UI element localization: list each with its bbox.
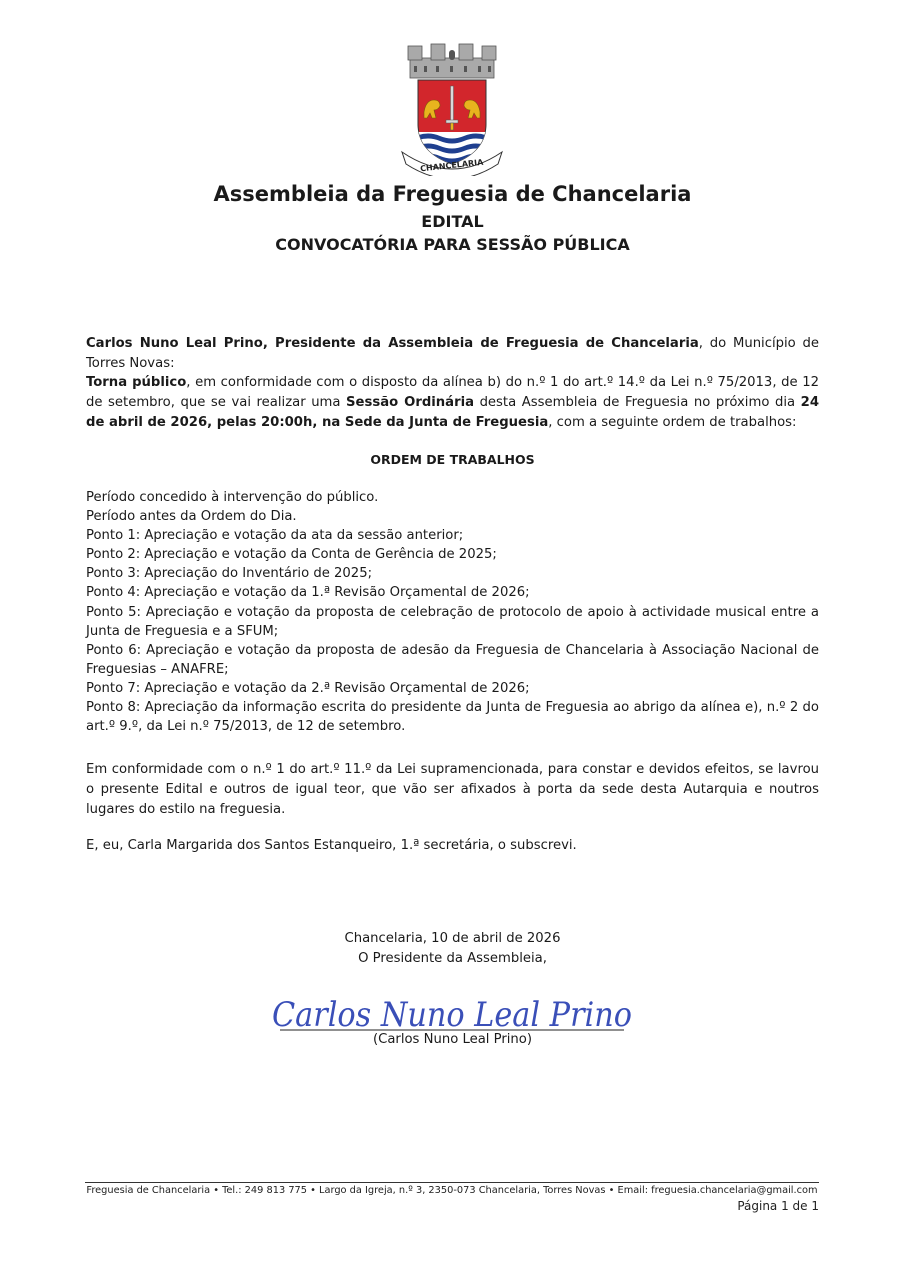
secretary-paragraph: E, eu, Carla Margarida dos Santos Estanqueiro, 1.ª secretária, o subscrevi.: [86, 838, 577, 853]
conformity-paragraph: Em conformidade com o n.º 1 do art.º 11.º da Lei supramencionada, para constar e devidos efeitos, se lavrou o presente Edital e outros de igual teor, que vão ser afixados à porta da sede desta Autarquia e noutros lugares do estilo na freguesia.: [86, 762, 819, 817]
notice-text-1: , em conformidade com o disposto da alínea b) do n.º 1 do art.º 14.º da Lei n.º 75/2013, de 12 de setembro, que se vai realizar uma: [86, 375, 820, 410]
page-number: Página 1 de 1: [737, 1199, 819, 1213]
signature-scrawl: Carlos Nuno Leal Prino: [272, 995, 632, 1035]
agenda-item: Ponto 5: Apreciação e votação da proposta de celebração de protocolo de apoio à actividade musical entre a Junta de Freguesia e a SFUM;: [86, 604, 819, 639]
signer-name: (Carlos Nuno Leal Prino): [372, 1032, 533, 1047]
coat-of-arms: [388, 40, 516, 176]
signature-image: [262, 972, 642, 1036]
intro-paragraph: [86, 334, 819, 374]
agenda-item: Ponto 7: Apreciação e votação da 2.ª Revisão Orçamental de 2026;: [86, 680, 530, 696]
agenda-title: ORDEM DE TRABALHOS: [370, 452, 535, 467]
agenda-item: Ponto 3: Apreciação do Inventário de 2025;: [86, 566, 373, 582]
agenda-item: Ponto 6: Apreciação e votação da proposta de adesão da Freguesia de Chancelaria à Associação Nacional de Freguesias – ANAFRE;: [86, 642, 819, 677]
crest-banner-text: CHANCELARIA: [419, 157, 484, 174]
agenda-item: Ponto 8: Apreciação da informação escrita do presidente da Junta de Freguesia ao abrigo da alínea e), n.º 2 do art.º 9.º, da Lei n.º 75/2013, de 12 de setembro.: [86, 700, 819, 735]
agenda-item: Ponto 4: Apreciação e votação da 1.ª Revisão Orçamental de 2026;: [86, 585, 530, 601]
agenda-item: Período concedido à intervenção do público.: [86, 490, 379, 505]
footer-contact: Freguesia de Chancelaria • Tel.: 249 813 775 • Largo da Igreja, n.º 3, 2350-073 Chancelaria, Torres Novas • Email: freguesia.chancelaria@gmail.com: [86, 1185, 818, 1196]
intro-rest: , do Município de Torres Novas:: [86, 336, 820, 371]
agenda-list: [86, 488, 819, 736]
document-type-title: EDITAL: [421, 212, 484, 231]
notice-text-2: desta Assembleia de Freguesia no próximo dia: [474, 395, 801, 410]
notice-paragraph: [86, 373, 819, 433]
notice-bold-3: 24 de abril de 2026, pelas 20:00h, na Sede da Junta de Freguesia: [86, 395, 819, 430]
signer-role: O Presidente da Assembleia,: [358, 951, 547, 966]
coat-of-arms-image: [388, 40, 516, 176]
place-date: Chancelaria, 10 de abril de 2026: [344, 931, 561, 946]
notice-bold-1: Torna público: [86, 375, 187, 390]
document-subtitle: CONVOCATÓRIA PARA SESSÃO PÚBLICA: [275, 235, 630, 254]
footer-divider: [85, 1182, 819, 1183]
notice-bold-2: Sessão Ordinária: [346, 395, 474, 410]
page-title: Assembleia da Freguesia de Chancelaria: [213, 182, 692, 206]
notice-text-3: , com a seguinte ordem de trabalhos:: [548, 415, 797, 430]
agenda-item: Período antes da Ordem do Dia.: [86, 509, 297, 525]
agenda-item: Ponto 1: Apreciação e votação da ata da sessão anterior;: [86, 528, 464, 544]
intro-bold: Carlos Nuno Leal Prino, Presidente da Assembleia de Freguesia de Chancelaria: [86, 336, 699, 351]
handwritten-signature: [262, 972, 642, 1036]
agenda-item: Ponto 2: Apreciação e votação da Conta de Gerência de 2025;: [86, 547, 497, 563]
